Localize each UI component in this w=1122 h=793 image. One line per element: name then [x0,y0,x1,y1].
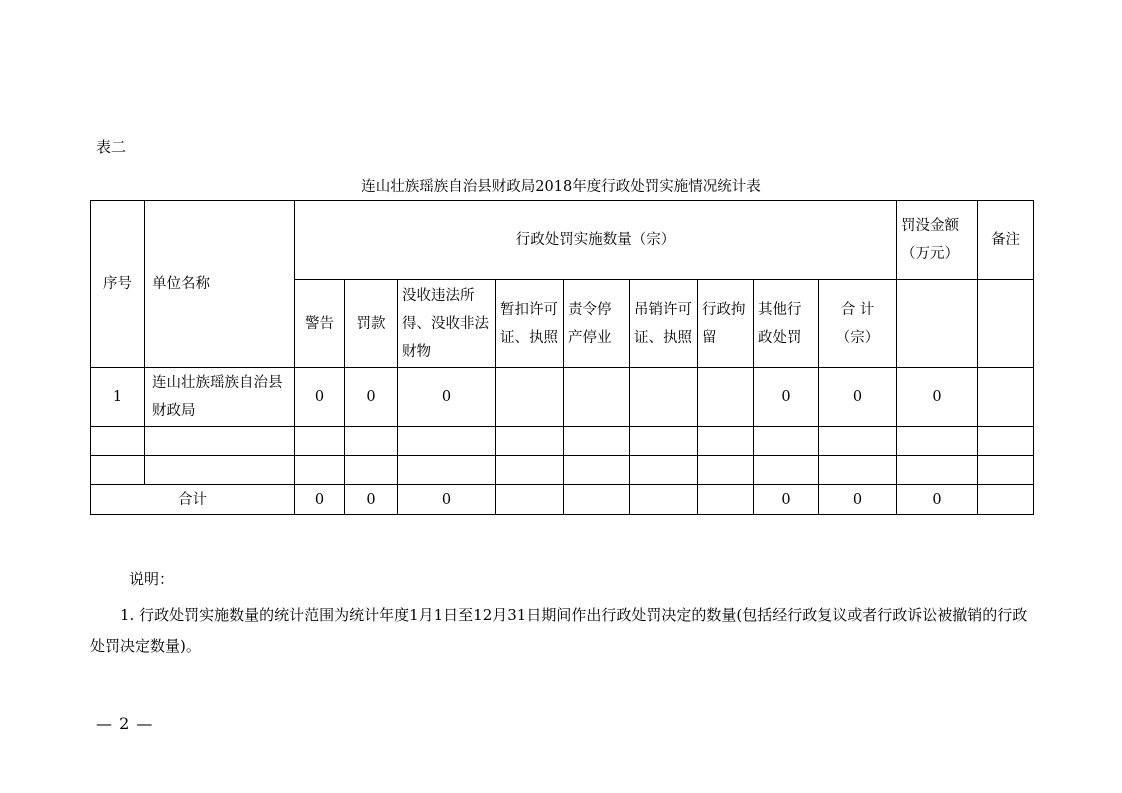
table-title: 连山壮族瑶族自治县财政局2018年度行政处罚实施情况统计表 [361,179,761,195]
total-value-license-revocation [630,485,698,515]
row-unit-name [145,456,295,485]
row-value-other [754,456,819,485]
header-license-suspension [496,280,564,368]
row-value-remark [978,368,1034,427]
row-value-confiscation: 0 [398,368,496,427]
header-unit-name: 单位名称 [145,201,295,368]
header-amount-blank [897,280,978,368]
row-value-amount: 0 [897,368,978,427]
header-seq: 序号 [91,201,145,368]
total-value-warning: 0 [295,485,345,515]
header-license-revocation-text: 吊销许可证、执照 [634,301,692,346]
statistics-table [90,200,1034,515]
table-row [91,427,1034,456]
row-value-production-halt [564,427,630,456]
row-value-detention [698,427,754,456]
row-value-fine [345,427,398,456]
table-row [91,368,1034,427]
header-other-penalties [754,280,819,368]
total-value-confiscation: 0 [398,485,496,515]
header-confiscation-amount [897,201,978,280]
row-value-detention [698,368,754,427]
header-production-halt-text: 责令停产停业 [568,301,612,346]
header-confiscation-text: 没收违法所得、没收非法财物 [402,287,489,360]
row-value-production-halt [564,368,630,427]
row-value-license-revocation [630,368,698,427]
total-value-amount: 0 [897,485,978,515]
header-production-halt [564,280,630,368]
header-fine: 罚款 [345,280,398,368]
header-license-suspension-text: 暂扣许可证、执照 [500,301,558,346]
row-value-license-suspension [496,456,564,485]
row-value-remark [978,427,1034,456]
total-label: 合计 [91,485,295,515]
header-remark: 备注 [978,201,1034,280]
row-seq [91,427,145,456]
header-subtotal [819,280,897,368]
header-administrative-detention-text: 行政拘留 [702,301,746,346]
row-value-remark [978,456,1034,485]
row-value-license-revocation [630,427,698,456]
header-subtotal-text: 合 计（宗） [835,301,880,346]
header-license-revocation [630,280,698,368]
header-confiscation [398,280,496,368]
row-value-amount [897,456,978,485]
header-confiscation-amount-text: 罚没金额（万元） [901,218,960,262]
row-seq: 1 [91,368,145,427]
header-administrative-detention [698,280,754,368]
row-value-subtotal [819,456,897,485]
notes-item-1: 1. 行政处罚实施数量的统计范围为统计年度1月1日至12月31日期间作出行政处罚决定的数量(包括经行政复议或者行政诉讼被撤销的行政处罚决定数量)。 [90,606,1028,655]
total-value-other: 0 [754,485,819,515]
total-row [91,485,1034,515]
row-value-license-suspension [496,368,564,427]
row-value-detention [698,456,754,485]
row-value-warning [295,456,345,485]
total-value-fine: 0 [345,485,398,515]
row-value-production-halt [564,456,630,485]
row-value-fine: 0 [345,368,398,427]
table-row [91,456,1034,485]
row-unit-name [145,427,295,456]
row-value-other [754,427,819,456]
header-other-penalties-text: 其他行政处罚 [758,301,802,346]
row-value-other: 0 [754,368,819,427]
row-value-license-suspension [496,427,564,456]
row-value-confiscation [398,427,496,456]
total-value-remark [978,485,1034,515]
row-value-subtotal: 0 [819,368,897,427]
row-value-warning [295,427,345,456]
header-remark-blank [978,280,1034,368]
row-value-warning: 0 [295,368,345,427]
row-seq [91,456,145,485]
notes-heading: 说明： [129,570,175,588]
row-value-subtotal [819,427,897,456]
row-value-amount [897,427,978,456]
total-value-subtotal: 0 [819,485,897,515]
row-unit-name: 连山壮族瑶族自治县财政局 [145,368,295,427]
header-penalty-count-group: 行政处罚实施数量（宗） [295,201,897,280]
total-value-production-halt [564,485,630,515]
row-value-license-revocation [630,456,698,485]
row-value-confiscation [398,456,496,485]
header-row-top [91,201,1034,280]
total-value-detention [698,485,754,515]
row-value-fine [345,456,398,485]
total-value-license-suspension [496,485,564,515]
header-warning: 警告 [295,280,345,368]
page-number: — 2 — [96,714,154,733]
table-label: 表二 [96,138,127,156]
